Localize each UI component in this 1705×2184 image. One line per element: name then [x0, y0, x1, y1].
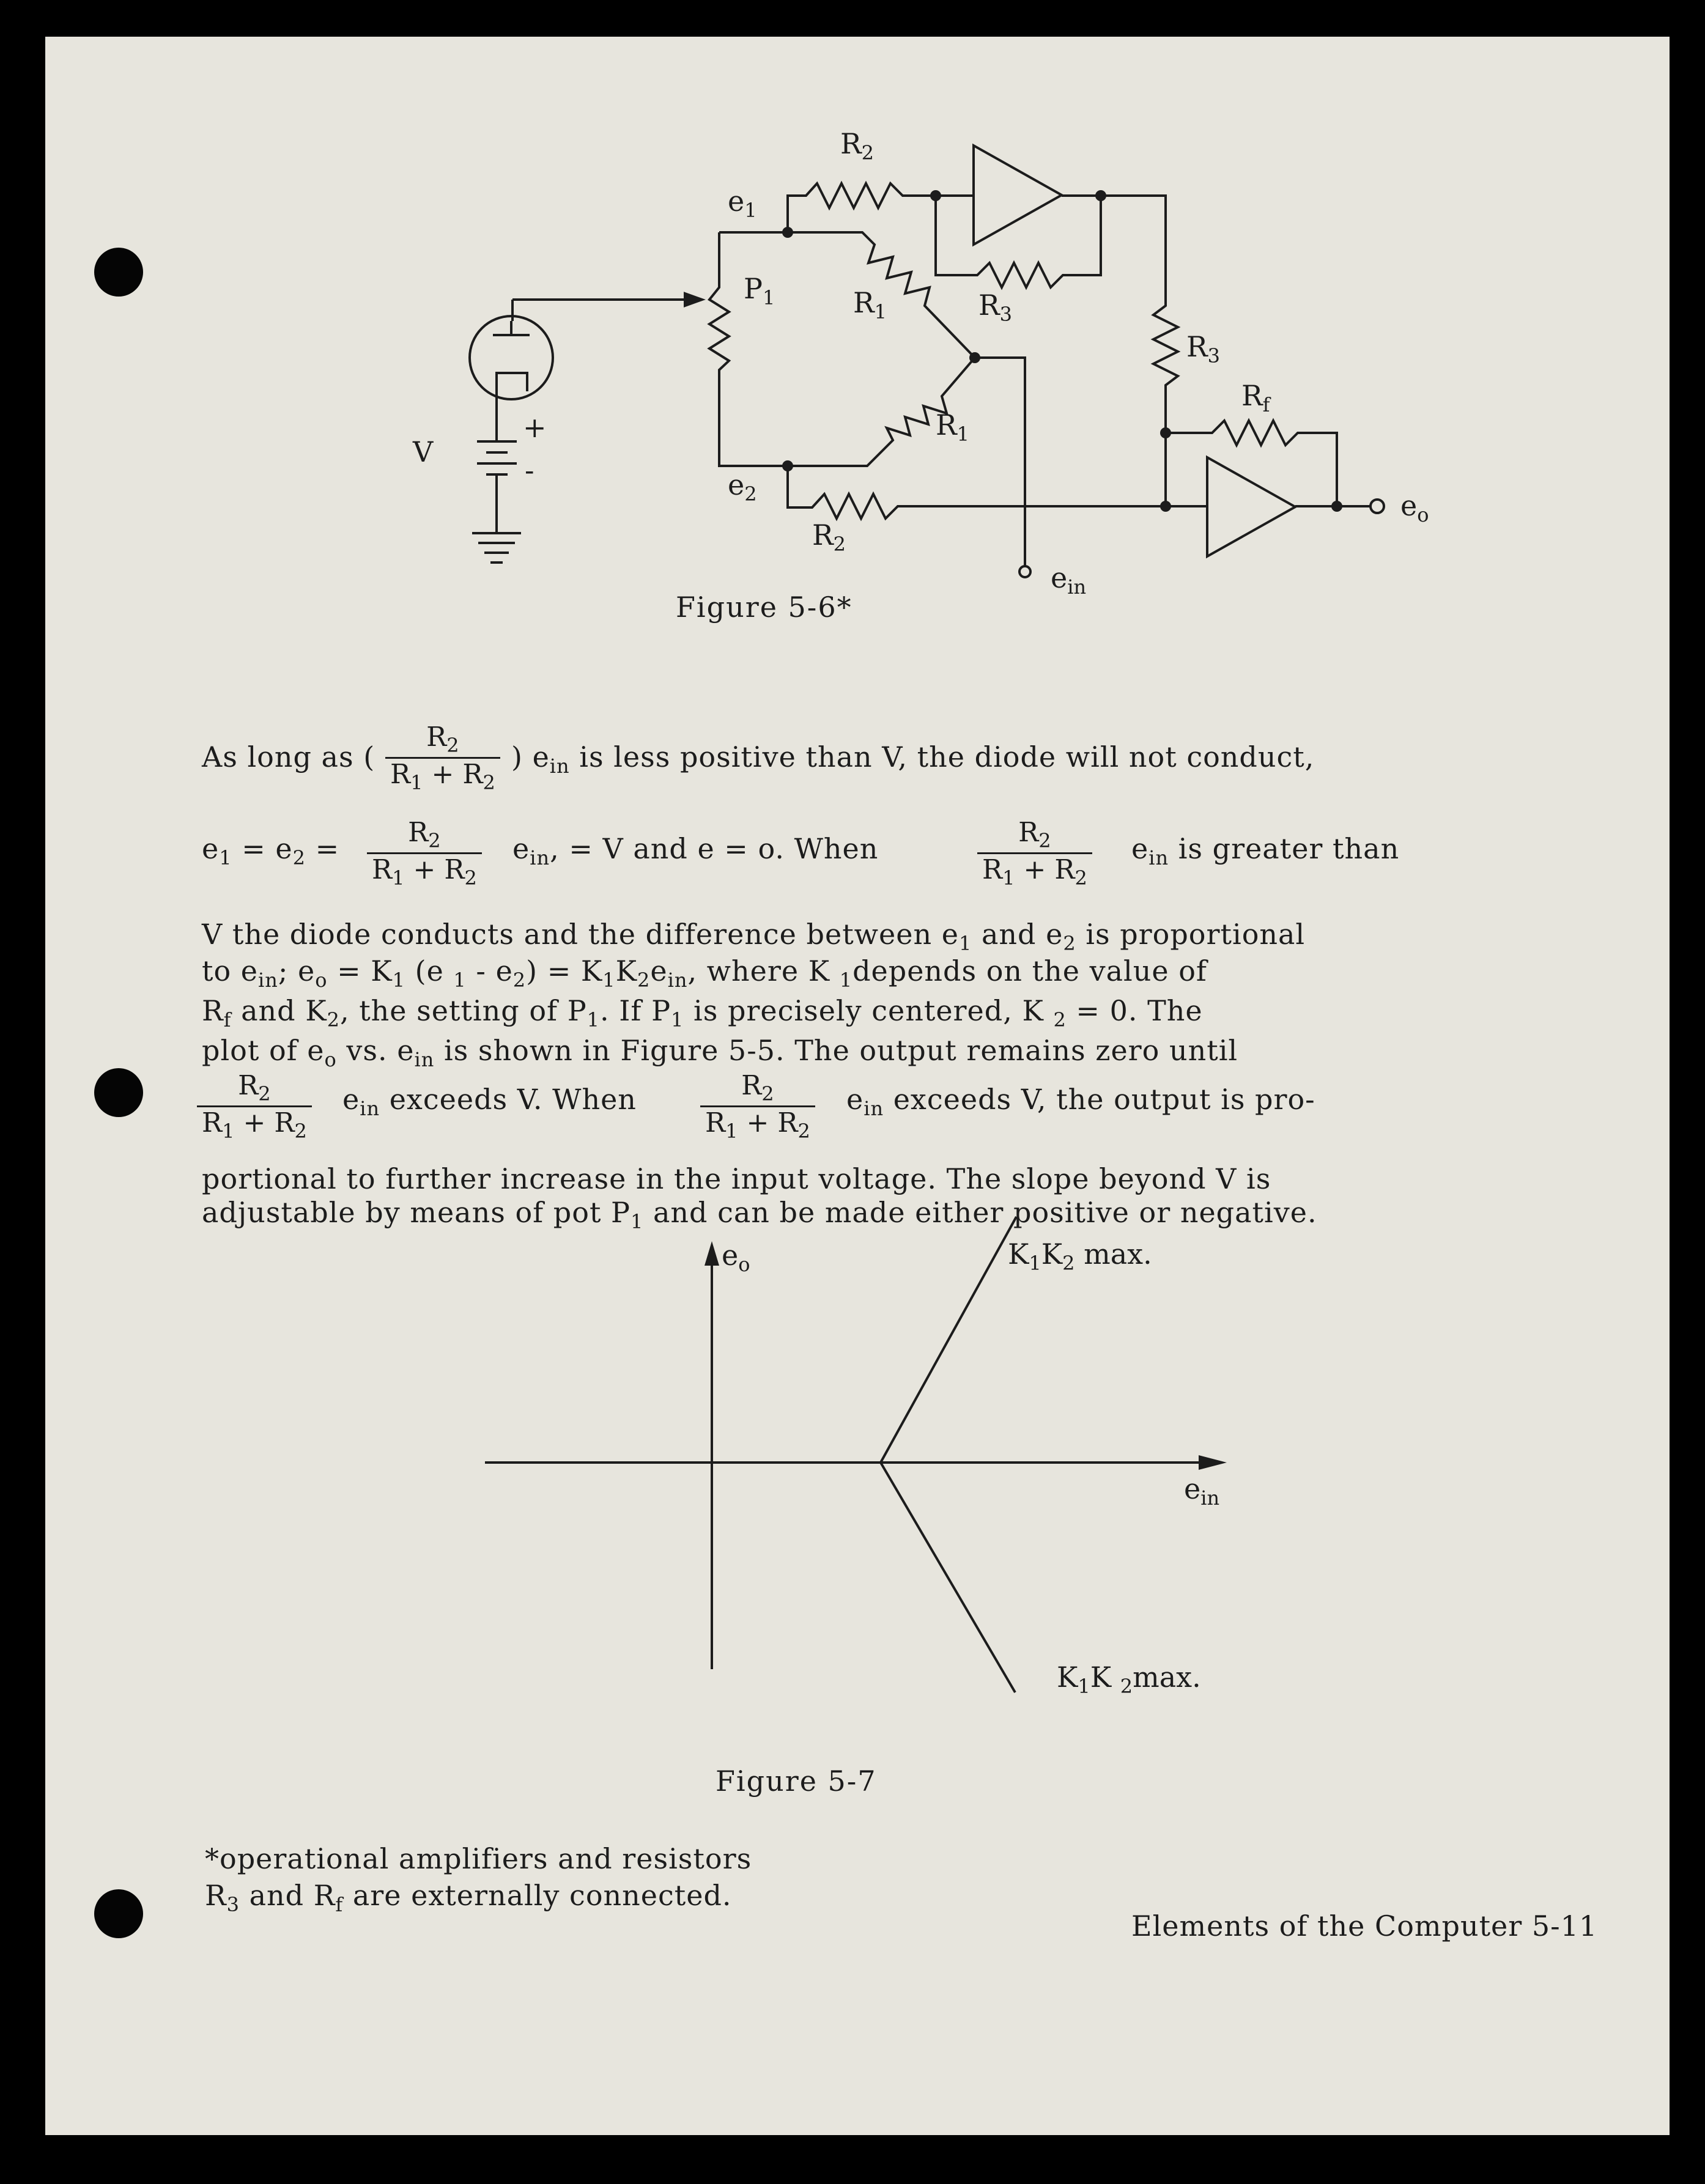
label-r2-top: $R_2$ [840, 127, 874, 165]
text-line-4: to $e_{in}$; $e_o = K_1$ (e $_1 - e_2) = K_1K_2e_{in}$, where K $_1$depends on the value of [202, 954, 1207, 992]
label-plus: + [523, 411, 547, 444]
graph-y-label: $e_o$ [722, 1239, 750, 1277]
figure-5-7-caption: Figure 5-7 [716, 1765, 877, 1798]
label-e2: $e_2$ [728, 468, 757, 506]
label-e1: $e_1$ [728, 185, 757, 223]
text-line-6: plot of $e_o$ vs. $e_{in}$ is shown in Figure 5-5. The output remains zero until [202, 1034, 1238, 1072]
label-r3-series: $R_3$ [1186, 330, 1220, 368]
upper-line-label: $K_1K_2$ max. [1008, 1238, 1152, 1275]
fraction-5: $\frac{R_2}{R_1 + R_2}$ [700, 1070, 815, 1143]
graph-x-label: $e_{in}$ [1184, 1472, 1220, 1510]
page-footer: Elements of the Computer 5-11 [1131, 1909, 1598, 1942]
text-line-8: portional to further increase in the input voltage. The slope beyond V is [202, 1162, 1271, 1195]
label-r1-top: $R_1$ [853, 286, 887, 324]
label-r3-feedback: $R_3$ [978, 289, 1012, 326]
footnote-line-1: *operational amplifiers and resistors [205, 1842, 752, 1875]
label-eo: $e_o$ [1400, 489, 1429, 527]
lower-line-label: $K_1K$ $_2$max. [1057, 1661, 1201, 1699]
label-r1-bottom: $R_1$ [936, 408, 969, 446]
text-line-5: $R_f$ and $K_2$, the setting of $P_1$. If $P_1$ is precisely centered, K $_2$ = 0. The [202, 994, 1203, 1032]
fraction-3: $\frac{R_2}{R_1 + R_2}$ [977, 817, 1092, 890]
text-line-9: adjustable by means of pot $P_1$ and can be made either positive or negative. [202, 1196, 1317, 1234]
y-axis-arrow [705, 1241, 719, 1266]
text-line-3: V the diode conducts and the difference between $e_1$ and $e_2$ is proportional [202, 918, 1306, 956]
text-line-7a: $e_{in}$ exceeds V. When [342, 1083, 637, 1121]
label-rf: $R_f$ [1241, 379, 1270, 417]
figure-5-6-caption: Figure 5-6* [676, 591, 852, 624]
text-line-1-rest: ) $e_{in}$ is less positive than V, the diode will not conduct, [511, 740, 1315, 778]
label-v: V [413, 435, 434, 468]
fraction-4: $\frac{R_2}{R_1 + R_2}$ [197, 1070, 312, 1143]
x-axis-arrow [1199, 1455, 1227, 1470]
label-p1: $P_1$ [744, 272, 775, 310]
text-line-7b: $e_{in}$ exceeds V, the output is pro- [846, 1083, 1315, 1121]
label-ein: $e_{in}$ [1051, 561, 1087, 599]
label-minus: - [525, 454, 534, 487]
text-line-2c: $e_{in}$ is greater than [1131, 832, 1400, 870]
text-line-1: As long as ( [202, 740, 375, 773]
fraction-1: $\frac{R_2}{R_1 + R_2}$ [385, 721, 500, 794]
text-line-2b: $e_{in}$, = V and e = o. When [512, 832, 879, 870]
lower-slope-line [881, 1463, 1015, 1692]
fraction-2: $\frac{R_2}{R_1 + R_2}$ [367, 817, 482, 890]
footnote-line-2: $R_3$ and $R_f$ are externally connected. [205, 1879, 732, 1917]
label-r2-bottom: $R_2$ [812, 518, 846, 556]
upper-slope-line [881, 1217, 1016, 1463]
text-line-2a: $e_1 = e_2$ = [202, 832, 340, 870]
